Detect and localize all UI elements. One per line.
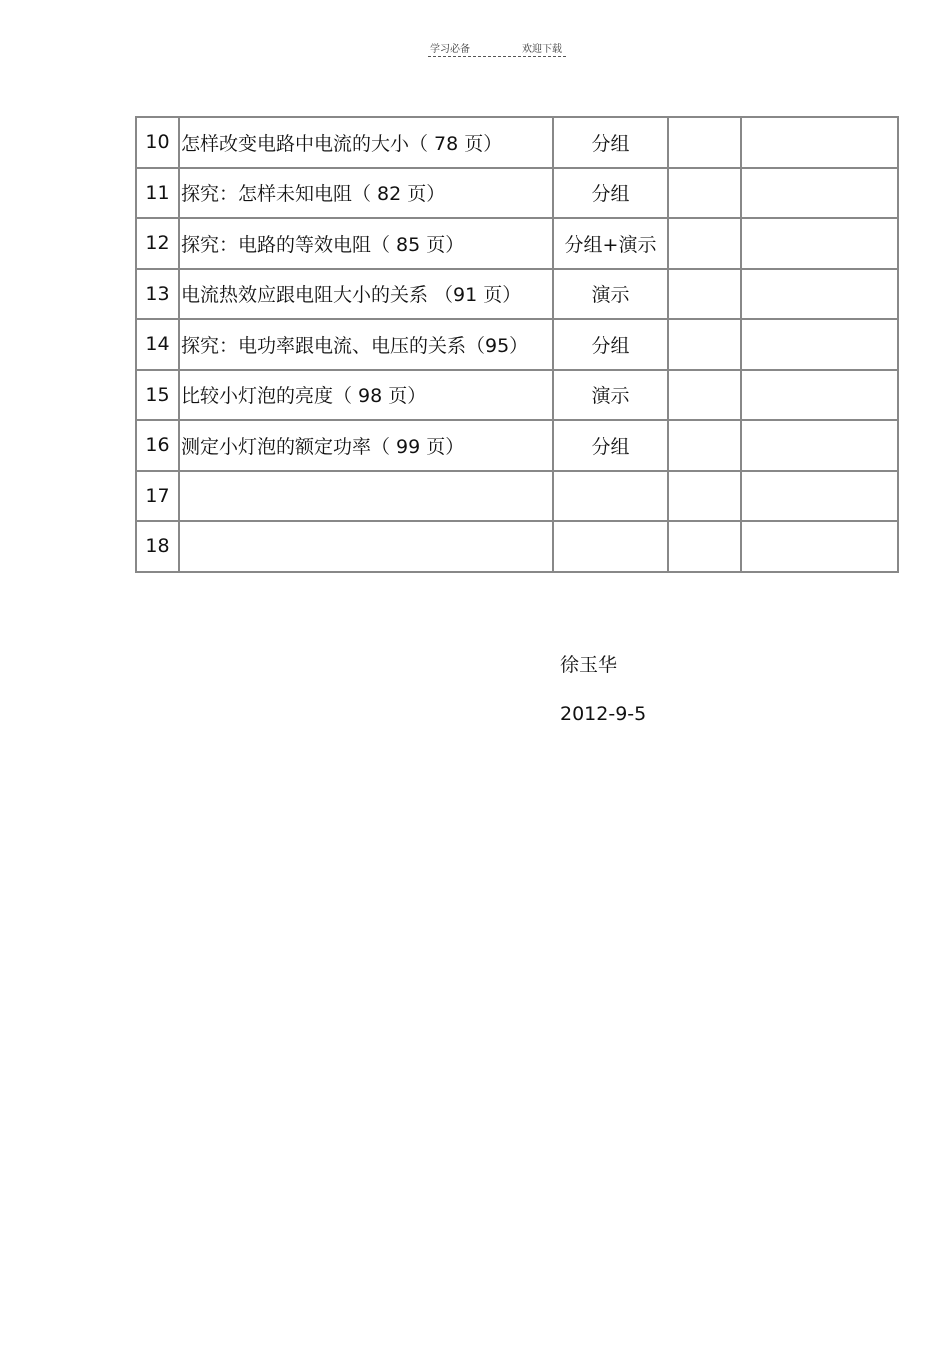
empty-cell: [742, 270, 899, 321]
experiment-type: 分组: [554, 118, 669, 169]
empty-cell: [669, 421, 742, 472]
empty-cell: [669, 219, 742, 270]
empty-cell: [669, 371, 742, 422]
empty-cell: [742, 320, 899, 371]
row-number: 15: [137, 371, 180, 422]
empty-cell: [669, 472, 742, 523]
experiment-name: 探究：怎样未知电阻（ 82 页）: [180, 169, 554, 220]
row-number: 12: [137, 219, 180, 270]
experiment-name: 探究：电功率跟电流、电压的关系（95）: [180, 320, 554, 371]
row-number: 11: [137, 169, 180, 220]
empty-cell: [742, 421, 899, 472]
table-row: [137, 219, 899, 270]
experiment-type: [554, 472, 669, 523]
experiment-name: 测定小灯泡的额定功率（ 99 页）: [180, 421, 554, 472]
table-row: [137, 320, 899, 371]
experiment-name: 怎样改变电路中电流的大小（ 78 页）: [180, 118, 554, 169]
experiment-type: 演示: [554, 270, 669, 321]
table-row: [137, 169, 899, 220]
empty-cell: [669, 270, 742, 321]
empty-cell: [669, 169, 742, 220]
experiment-type: 分组: [554, 169, 669, 220]
row-number: 16: [137, 421, 180, 472]
table-row: [137, 270, 899, 321]
experiment-type: 分组: [554, 320, 669, 371]
experiment-name: 比较小灯泡的亮度（ 98 页）: [180, 371, 554, 422]
table-row: [137, 371, 899, 422]
experiment-type: [554, 522, 669, 573]
empty-cell: [742, 371, 899, 422]
empty-cell: [742, 472, 899, 523]
row-number: 13: [137, 270, 180, 321]
experiment-type: 分组: [554, 421, 669, 472]
table-row: [137, 421, 899, 472]
signer-name: 徐玉华: [560, 654, 618, 676]
row-number: 17: [137, 472, 180, 523]
header-left-text: 学习必备: [430, 44, 470, 55]
empty-cell: [742, 522, 899, 573]
signature-date: 2012-9-5: [560, 703, 647, 725]
empty-cell: [742, 219, 899, 270]
page-header: [428, 38, 566, 57]
header-right-text: 欢迎下载: [522, 44, 562, 55]
empty-cell: [669, 118, 742, 169]
row-number: 10: [137, 118, 180, 169]
table-row: [137, 522, 899, 573]
experiment-table: [135, 116, 899, 573]
empty-cell: [742, 118, 899, 169]
experiment-type: 演示: [554, 371, 669, 422]
empty-cell: [669, 320, 742, 371]
row-number: 18: [137, 522, 180, 573]
table-row: [137, 472, 899, 523]
empty-cell: [669, 522, 742, 573]
experiment-name: [180, 472, 554, 523]
row-number: 14: [137, 320, 180, 371]
experiment-type: 分组+演示: [554, 219, 669, 270]
experiment-name: 电流热效应跟电阻大小的关系 （91 页）: [180, 270, 554, 321]
empty-cell: [742, 169, 899, 220]
experiment-name: [180, 522, 554, 573]
table-row: [137, 118, 899, 169]
experiment-name: 探究：电路的等效电阻（ 85 页）: [180, 219, 554, 270]
